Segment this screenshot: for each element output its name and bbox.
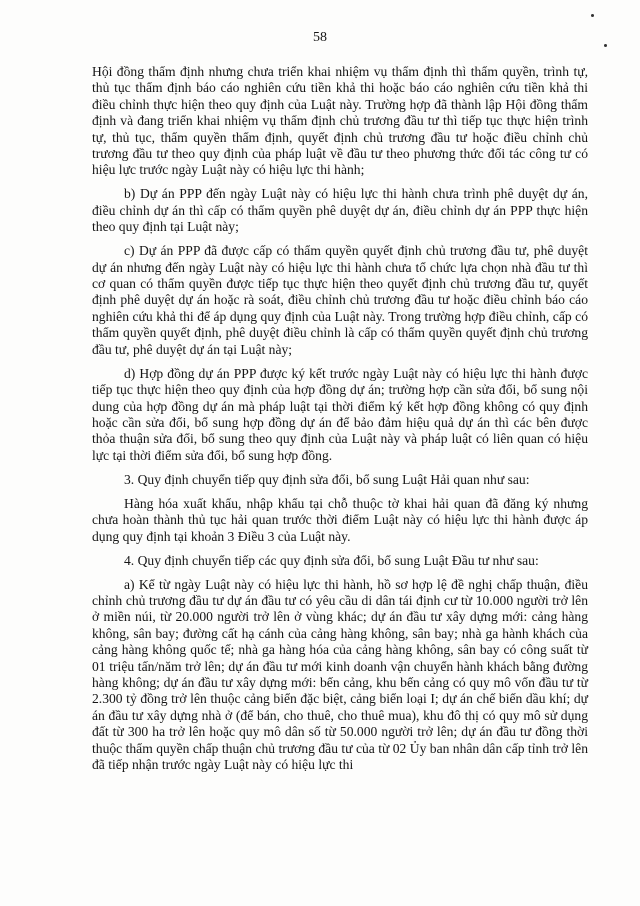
paragraph-section-3-body: Hàng hóa xuất khẩu, nhập khẩu tại chỗ thuộc tờ khai hải quan đã đăng ký nhưng chưa hoàn thành thủ tục hải quan trước thời điểm Luật này có hiệu lực thi hành được áp dụng quy định tại khoản 3 Điều 3 của Luật này. (92, 495, 588, 544)
paragraph-section-3: 3. Quy định chuyển tiếp quy định sửa đổi, bổ sung Luật Hải quan như sau: (124, 471, 530, 487)
paragraph-item-d: d) Hợp đồng dự án PPP được ký kết trước ngày Luật này có hiệu lực thi hành được tiếp tục thực hiện theo quy định của hợp đồng dự án; trường hợp cần sửa đổi, bổ sung nội dung của hợp đồng dự án mà pháp luật tại thời điểm ký kết hợp đồng không có quy định hoặc cần sửa đổi, bổ sung hợp đồng dự án để bảo đảm hiệu quả dự án thì các bên được thỏa thuận sửa đổi, bổ sung theo quy định của Luật này và pháp luật có liên quan có hiệu lực tại thời điểm sửa đổi, bổ sung hợp đồng. (92, 365, 588, 463)
scan-speck (591, 14, 594, 17)
paragraph-item-b: b) Dự án PPP đến ngày Luật này có hiệu lực thi hành chưa trình phê duyệt dự án, điều chỉnh dự án thì cấp có thẩm quyền phê duyệt dự án, điều chỉnh dự án PPP thực hiện theo quy định tại Luật này; (92, 186, 588, 235)
scan-speck (604, 44, 607, 47)
page-number: 58 (313, 30, 327, 45)
body-text (92, 64, 588, 781)
paragraph-item-a: a) Kể từ ngày Luật này có hiệu lực thi hành, hồ sơ hợp lệ đề nghị chấp thuận, điều chỉnh chủ trương đầu tư dự án đầu tư có yêu cầu di dân tái định cư từ 10.000 người trở lên ở miền núi, từ 20.000 người trở lên ở vùng khác; dự án đầu tư xây dựng mới: cảng hàng không, sân bay; đường cất hạ cánh của cảng hàng không, sân bay; nhà ga hành khách của cảng hàng không quốc tế; nhà ga hàng hóa của cảng hàng không, sân bay có công suất từ 01 triệu tấn/năm trở lên; dự án đầu tư mới kinh doanh vận chuyển hành khách bằng đường hàng không; dự án đầu tư xây dựng mới: bến cảng, khu bến cảng có quy mô vốn đầu tư từ 2.300 tỷ đồng trở lên thuộc cảng biển đặc biệt, cảng biển loại I; dự án chế biến dầu khí; dự án đầu tư xây dựng nhà ở (để bán, cho thuê, cho thuê mua), khu đô thị có quy mô sử dụng đất từ 300 ha trở lên hoặc quy mô dân số từ 50.000 người trở lên; dự án đầu tư đồng thời thuộc thẩm quyền chấp thuận chủ trương đầu tư của từ 02 Ủy ban nhân dân cấp tỉnh trở lên đã tiếp nhận trước ngày Luật này có hiệu lực thi (92, 576, 588, 772)
paragraph-continuation: Hội đồng thẩm định nhưng chưa triển khai nhiệm vụ thẩm định thì thẩm quyền, trình tự, thủ tục thẩm định báo cáo nghiên cứu tiền khả thi hoặc báo cáo nghiên cứu tiền khả thi điều chỉnh thực hiện theo quy định của Luật này. Trường hợp đã thành lập Hội đồng thẩm định và đang triển khai nhiệm vụ thẩm định chủ trương đầu tư thì tiếp tục thực hiện trình tự, thủ tục, thẩm quyền thẩm định, quyết định chủ trương đầu tư hoặc điều chỉnh chủ trương đầu tư theo quy định của pháp luật về đầu tư theo phương thức đối tác công tư có hiệu lực trước ngày Luật này có hiệu lực thi hành; (92, 64, 588, 178)
paragraph-section-4: 4. Quy định chuyển tiếp các quy định sửa đổi, bổ sung Luật Đầu tư như sau: (124, 552, 539, 568)
paragraph-item-c: c) Dự án PPP đã được cấp có thẩm quyền quyết định chủ trương đầu tư, phê duyệt dự án nhưng đến ngày Luật này có hiệu lực thi hành chưa tổ chức lựa chọn nhà đầu tư thì cơ quan có thẩm quyền được tiếp tục thực hiện theo quyết định chủ trương đầu tư, quyết định phê duyệt dự án hoặc rà soát, điều chỉnh chủ trương đầu tư hoặc điều chỉnh báo cáo nghiên cứu khả thi để áp dụng quy định của Luật này. Trong trường hợp điều chỉnh, cấp có thẩm quyền quyết định, phê duyệt điều chỉnh là cấp có thẩm quyền quyết định chủ trương đầu tư, phê duyệt dự án tại Luật này; (92, 243, 588, 357)
